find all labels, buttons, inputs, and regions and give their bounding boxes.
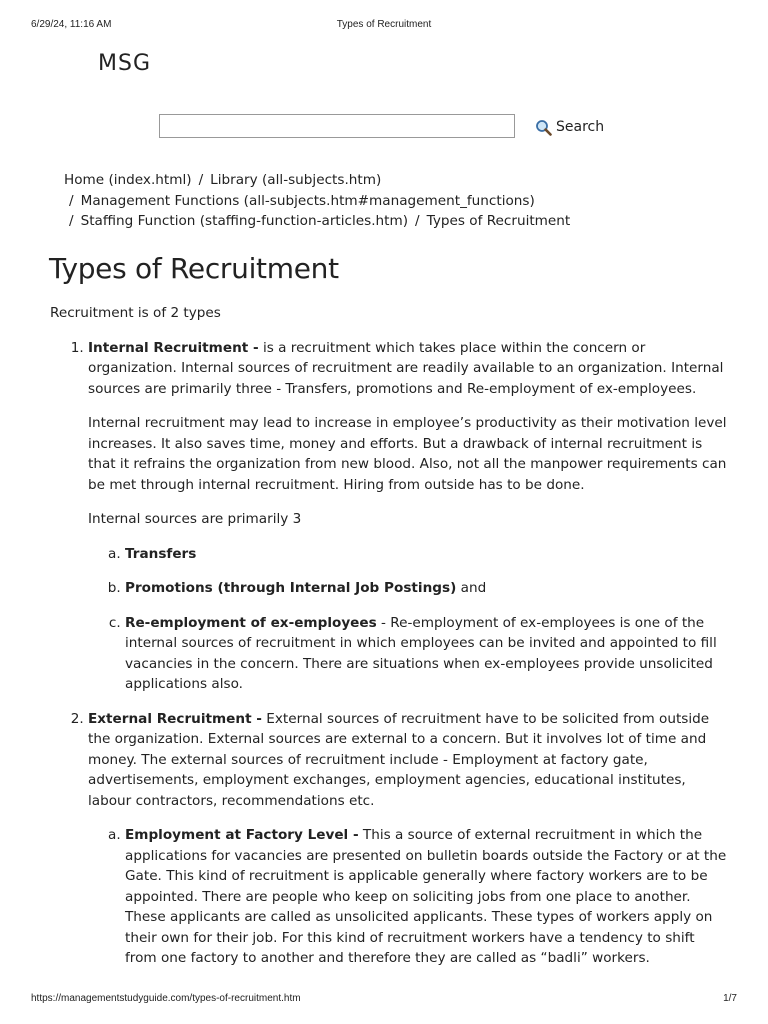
breadcrumb-staffing-function[interactable]: Staffing Function (staffing-function-articles.htm) [80, 213, 409, 229]
article-body [50, 303, 730, 983]
internal-sources-list [88, 544, 730, 695]
re-employment-heading: Re-employment of ex-employees [125, 614, 377, 631]
page-title: Types of Recruitment [49, 252, 339, 285]
internal-recruitment-paragraph [88, 338, 730, 400]
print-footer [0, 993, 768, 1007]
internal-recruitment-paragraph-3: Internal sources are primarily 3 [88, 511, 302, 527]
magnifier-icon [535, 119, 552, 136]
breadcrumb-separator: / [415, 213, 420, 229]
print-datetime: 6/29/24, 11:16 AM [31, 19, 112, 30]
breadcrumb-management-functions[interactable]: Management Functions (all-subjects.htm#management_functions) [80, 192, 535, 209]
list-item-re-employment [125, 613, 730, 695]
re-employment-text: - Re-employment of ex-employees is one of the internal sources of recruitment in which employees can be invited and appointed to fill vacancies in the concern. There are situations when ex-employees provide unsolicited applications also. [125, 614, 717, 692]
list-item-external-recruitment [88, 709, 730, 969]
breadcrumb-separator: / [69, 213, 74, 229]
search-button[interactable] [535, 116, 604, 138]
promotions-heading: Promotions (through Internal Job Postings) [125, 580, 457, 596]
site-logo[interactable]: MSG [98, 51, 151, 76]
breadcrumb-library[interactable]: Library (all-subjects.htm) [210, 172, 382, 188]
list-item-transfers [125, 544, 730, 565]
transfers-heading: Transfers [125, 545, 197, 562]
recruitment-types-list [50, 338, 730, 969]
list-item-internal-recruitment [88, 338, 730, 695]
external-sources-list [88, 825, 730, 969]
search-input[interactable] [159, 114, 515, 138]
external-recruitment-heading: External Recruitment - [88, 710, 262, 727]
internal-recruitment-heading: Internal Recruitment - [88, 339, 259, 356]
print-url: https://managementstudyguide.com/types-of-recruitment.htm [31, 993, 301, 1004]
intro-text: Recruitment is of 2 types [50, 305, 221, 321]
external-recruitment-text: External sources of recruitment have to be solicited from outside the organization. External sources are external to a concern. But it involves lot of time and money. The external sources of recruitment include - Employment at factory gate, advertisements, employment exchanges, employment agencies, educational institutes, labour contractors, recommendations etc. [88, 710, 710, 809]
breadcrumb-separator: / [198, 172, 204, 188]
print-page-number: 1/7 [723, 993, 737, 1004]
external-recruitment-paragraph [88, 709, 730, 812]
list-item-factory-level [125, 825, 730, 969]
list-item-promotions [125, 578, 730, 599]
promotions-text: and [456, 580, 487, 596]
internal-recruitment-paragraph-2: Internal recruitment may lead to increase in employee’s productivity as their motivation level increases. It also saves time, money and efforts. But a drawback of internal recruitment is that it refrains the organization from new blood. Also, not all the manpower requirements can be met through internal recruitment. Hiring from outside has to be done. [88, 415, 727, 493]
breadcrumb [64, 170, 724, 232]
breadcrumb-home[interactable]: Home (index.html) [64, 172, 192, 188]
factory-level-heading: Employment at Factory Level - [125, 827, 359, 843]
breadcrumb-separator: / [69, 192, 74, 209]
breadcrumb-current: Types of Recruitment [426, 213, 571, 229]
print-title: Types of Recruitment [336, 19, 432, 30]
internal-recruitment-text: is a recruitment which takes place within the concern or organization. Internal sources of recruitment are readily available to an organization. Internal sources are primarily three - Transfers, promotions and Re-employment of ex-employees. [88, 339, 724, 397]
search-button-label: Search [556, 119, 605, 135]
print-header [0, 19, 768, 33]
factory-level-text: This a source of external recruitment in which the applications for vacancies are presented on bulletin boards outside the Factory or at the Gate. This kind of recruitment is applicable generally where factory workers are to be appointed. There are people who keep on soliciting jobs from one place to another. These applicants are called as unsolicited applicants. These types of workers apply on their own for their job. For this kind of recruitment workers have a tendency to shift from one factory to another and therefore they are called as “badli” workers. [125, 827, 727, 966]
